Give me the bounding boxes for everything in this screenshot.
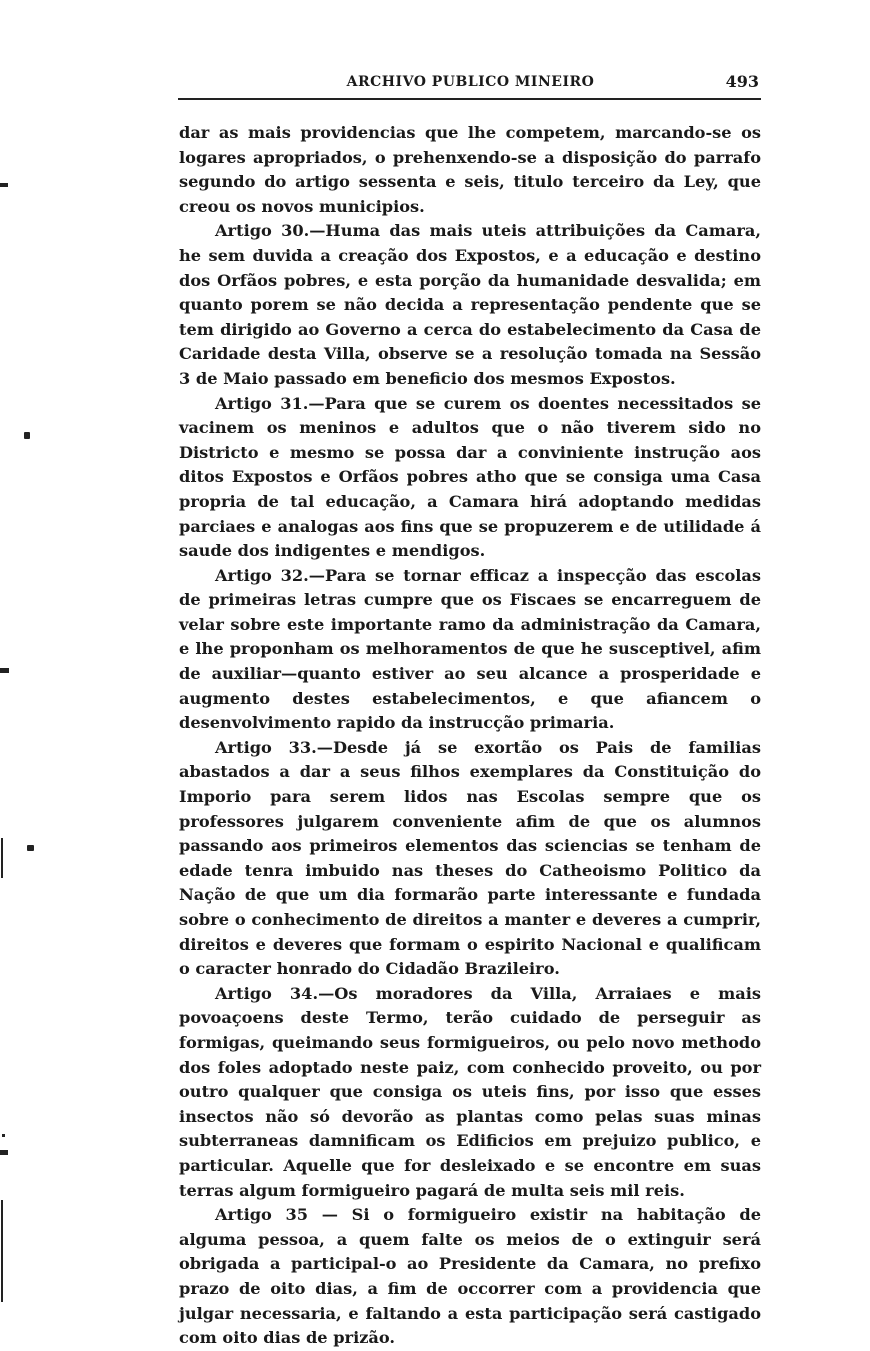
header-rule <box>178 98 761 100</box>
scan-mark <box>27 845 34 851</box>
paragraph-artigo-33: Artigo 33.—Desde já se exortão os Pais de familias abastados a dar a seus filhos exemplares da Constituição do Imporio para serem lidos nas Escolas sempre que os professores julgarem conveniente afim de que os alumnos passando aos primeiros elementos das sciencias se tenham de edade tenra imbuido nas theses do Catheoismo Politico da Nação de que um dia formarão parte interessante e fundada sobre o conhecimento de direitos a manter e deveres a cumprir, direitos e deveres que formam o espirito Nacional e qualificam o caracter honrado do Cidadão Brazileiro. <box>179 737 761 979</box>
body-text <box>179 121 761 1351</box>
paragraph-artigo-31: Artigo 31.—Para que se curem os doentes necessitados se vacinem os meninos e adultos que o não tiverem sido no Districto e mesmo se possa dar a conviniente instrução aos ditos Expostos e Orfãos pobres atho que se consiga uma Casa propria de tal educação, a Camara hirá adoptando medidas parciaes e analogas aos fins que se propuzerem e de utilidade á saude dos indigentes e mendigos. <box>179 393 761 561</box>
page-header <box>178 74 763 96</box>
scan-mark <box>1 838 3 878</box>
paragraph-continuation: dar as mais providencias que lhe competem, marcando-se os logares apropriados, o prehenxendo-se a disposição do parrafo segundo do artigo sessenta e seis, titulo terceiro da Ley, que creou os novos municipios. <box>179 123 761 216</box>
scan-mark <box>24 432 30 439</box>
page-number: 493 <box>725 72 759 91</box>
scan-mark <box>0 1150 8 1155</box>
running-head: ARCHIVO PUBLICO MINEIRO <box>346 74 595 90</box>
scan-mark <box>1 1200 3 1302</box>
paragraph-artigo-30: Artigo 30.—Huma das mais uteis attribuições da Camara, he sem duvida a creação dos Expostos, e a educação e destino dos Orfãos pobres, e esta porção da humanidade desvalida; em quanto porem se não decida a representação pendente que se tem dirigido ao Governo a cerca do estabelecimento da Casa de Caridade desta Villa, observe se a resolução tomada na Sessão 3 de Maio passado em beneficio dos mesmos Expostos. <box>179 221 761 388</box>
paragraph-artigo-35: Artigo 35 — Si o formigueiro existir na habitação de alguma pessoa, a quem falte os meios de o extinguir será obrigada a participal-o ao Presidente da Camara, no prefixo prazo de oito dias, a fim de occorrer com a providencia que julgar necessaria, e faltando a esta participação será castigado com oito dias de prizão. <box>179 1205 761 1348</box>
paragraph-artigo-32: Artigo 32.—Para se tornar efficaz a inspecção das escolas de primeiras letras cumpre que os Fiscaes se encarreguem de velar sobre este importante ramo da administração da Camara, e lhe proponham os melhoramentos de que he susceptivel, afim de auxiliar—quanto estiver ao seu alcance a prosperidade e augmento destes estabelecimentos, e que afiancem o desenvolvimento rapido da instrucção primaria. <box>179 565 761 733</box>
paragraph-artigo-34: Artigo 34.—Os moradores da Villa, Arraiaes e mais povoaçoens deste Termo, terão cuidado de perseguir as formigas, queimando seus formigueiros, ou pelo novo methodo dos foles adoptado neste paiz, com conhecido proveito, ou por outro qualquer que consiga os uteis fins, por isso que esses insectos não só devorão as plantas como pelas suas minas subterraneas damnificam os Edificios em prejuizo publico, e particular. Aquelle que for desleixado e se encontre em suas terras algum formigueiro pagará de multa seis mil reis. <box>179 983 761 1200</box>
scan-mark <box>0 668 9 673</box>
scan-mark <box>2 1134 5 1137</box>
scan-mark <box>0 183 8 187</box>
